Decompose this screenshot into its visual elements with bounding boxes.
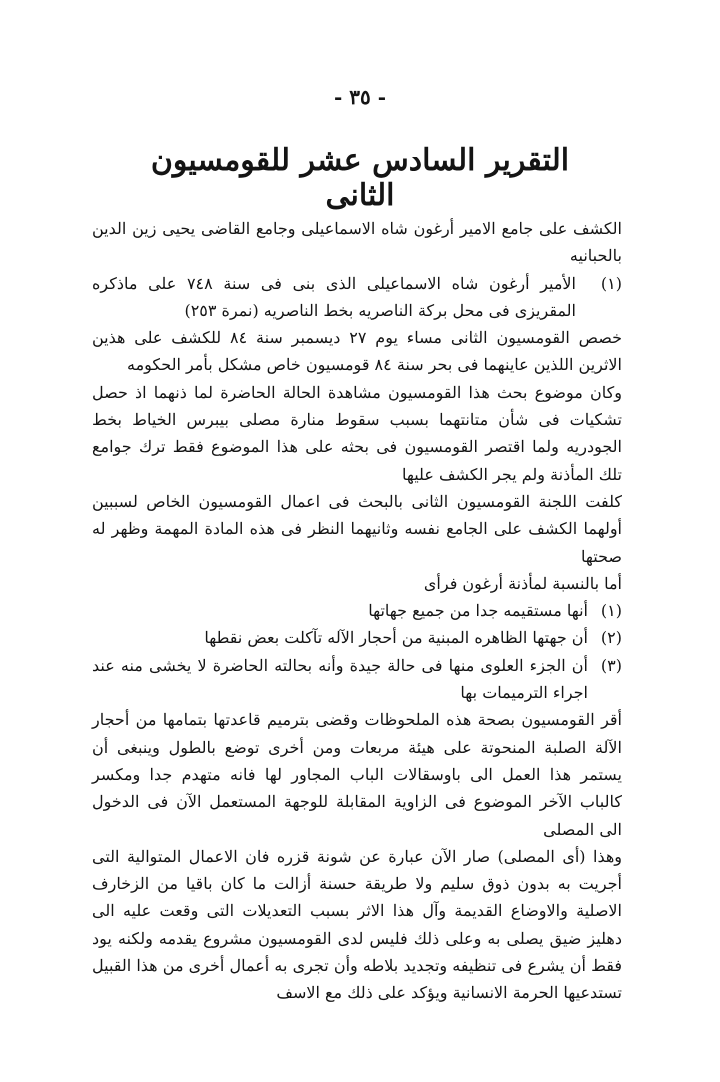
item-number: (٢): [600, 628, 622, 648]
report-title: التقرير السادس عشر للقومسيون الثانى: [150, 143, 570, 213]
numbered-item-1: [92, 270, 622, 325]
item-text: أن الجزء العلوى منها فى حالة جيدة وأنه بحالته الحاضرة لا يخشى منه عند اجراء الترميمات بها: [92, 655, 588, 703]
report-body: [92, 215, 622, 1007]
paragraph-committee: كلفت اللجنة القومسيون الثانى بالبحث فى اعمال القومسيون الخاص لسببين أولهما الكشف على الجامع نفسه وثانيهما النظر فى هذه المادة المهمة وظهر له صحتها: [92, 491, 622, 566]
item-number: (١): [600, 273, 622, 293]
item-text: الأمير أرغون شاه الاسماعيلى الذى بنى فى سنة ٧٤٨ على ماذكره المقريزى فى محل بركة الناصريه بخط الناصريه (نمرة ٢٥٣): [92, 273, 577, 320]
paragraph-subject: وكان موضوع بحث هذا القومسيون مشاهدة الحالة الحاضرة لما ذنهما اذ حصل تشكيات فى شأن متانتهما بسبب سقوط منارة مصلى بيبرس الخياط بخط الجودريه ولما اقتصر القومسيون فى بحثه على هذا الموضوع فقط ترك جوامع تلك المأذنة ولم يجر الكشف عليها: [92, 382, 622, 484]
item-text: أن جهتها الظاهره المبنية من أحجار الآله تآكلت بعض نقطها: [204, 628, 588, 648]
item-text: أنها مستقيمه جدا من جميع جهاتها: [368, 601, 588, 621]
item-number: (١): [600, 601, 622, 621]
paragraph-commission: خصص القومسيون الثانى مساء يوم ٢٧ ديسمبر سنة ٨٤ للكشف على هذين الاثرين اللذين عاينهما فى بحر سنة ٨٤ قومسيون خاص مشكل بأمر الحكومه: [92, 328, 623, 375]
paragraph-musalla: وهذا (أى المصلى) صار الآن عبارة عن شونة قزره فان الاعمال المتوالية التى أجريت به بدون ذوق سليم ولا طريقة حسنة أزالت ما كان باقيا من الزخارف الاصلية والاوضاع القديمة وآل هذا الاثر بسبب التعديلات التى وقعت عليه الى دهليز ضيق يصلى به وعلى ذلك فليس لدى القومسيون مشروع يقدمه ولكنه يود فقط أن يشرع فى تنظيفه وتجديد بلاطه وأن تجرى به أعمال أخرى من هذا القبيل تستدعيها الحرمة الانسانية ويؤكد على ذلك مع الاسف: [92, 846, 622, 1003]
page-number: - ٣٥ -: [333, 85, 386, 109]
observation-2: [92, 624, 622, 651]
item-number: (٣): [600, 655, 622, 675]
intro-heading: الكشف على جامع الامير أرغون شاه الاسماعيلى وجامع القاضى يحيى زين الدين بالحبانيه: [92, 219, 622, 266]
observation-1: [92, 597, 622, 624]
observation-3: [92, 652, 622, 707]
paragraph-minaret-intro: أما بالنسبة لمأذنة أرغون فرأى: [423, 573, 622, 593]
paragraph-decision: أقر القومسيون بصحة هذه الملحوظات وقضى بترميم قاعدتها بتمامها من أحجار الآلة الصلبة المنحوتة على هيئة مربعات ومن أخرى توضع بالطول وينبغى أن يستمر هذا العمل الى باوسقالات الباب المجاور لها فانه متهدم جدا ومكسر كالباب الآخر الموضوع فى الزاوية المقابلة للوجهة المستعمل الآن فى الدخول الى المصلى: [92, 710, 622, 839]
